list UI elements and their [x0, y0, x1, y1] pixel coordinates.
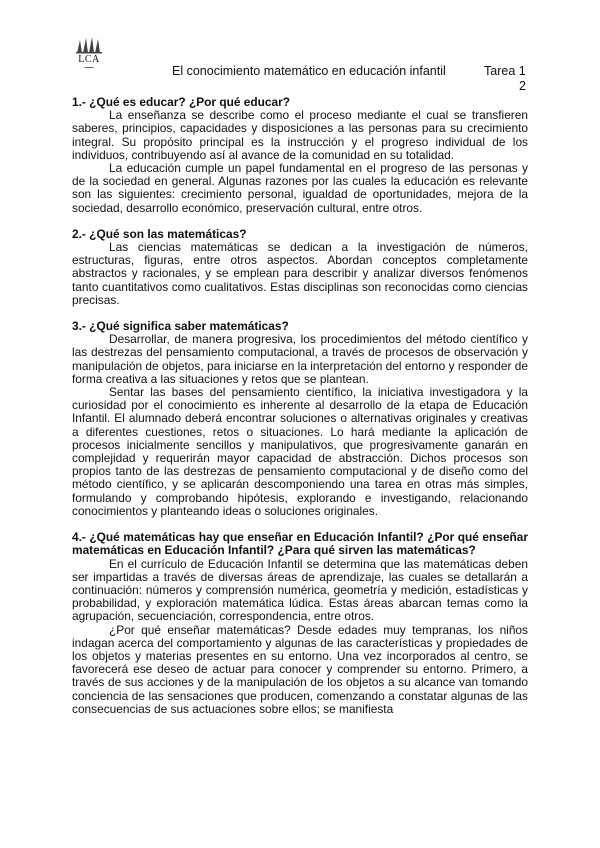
page-number: 2: [519, 79, 526, 93]
logo-subtext: ▬▬▬: [84, 65, 94, 69]
header-task: Tarea 1: [484, 64, 526, 78]
paragraph: Las ciencias matemáticas se dedican a la investigación de números, estructuras, figuras, entre otros aspectos. Abordan conceptos completamente abstractos y racionales, y se emplean para describir y analizar diversos fenómenos tanto cuantitativos como cualitativos. Estas disciplinas son reconocidas como ciencias precisas.: [72, 240, 528, 307]
paragraph: Sentar las bases del pensamiento científico, la iniciativa investigadora y la curiosidad por el conocimiento es inherente al desarrollo de la etapa de Educación Infantil. El alumnado deberá encontrar soluciones o alternativas originales y creativas a diferentes cuestiones, retos o situaciones. Lo hará mediante la aplicación de procesos inicialmente sencillos y manipulativos, que progresivamente ganarán en complejidad y requerirán mayor capacidad de abstracción. Dichos procesos son propios tanto de las destrezas de pensamiento computacional y de diseño como del método científico, y se aplicarán descomponiendo una tarea en otras más simples, formulando y comprobando hipótesis, explorando e investigando, relacionando conocimientos y planteando ideas o soluciones originales.: [72, 385, 528, 518]
paragraph: En el currículo de Educación Infantil se determina que las matemáticas deben ser impartidas a través de diversas áreas de aprendizaje, las cuales se detallarán a continuación: números y comprensión numérica, geometría y medición, estadísticas y probabilidad, y exploración matemática lúdica. Estas áreas abarcan temas como la agrupación, secuenciación, correspondencia, entre otros.: [72, 556, 528, 624]
paragraph: La enseñanza se describe como el proceso mediante el cual se transfieren saberes, principios, capacidades y disposiciones a las personas para su crecimiento integral. Su propósito principal es la instrucción y el progreso individual de los individuos, contribuyendo así al avance de la comunidad en su totalidad.: [72, 108, 528, 162]
paragraph: La educación cumple un papel fundamental en el progreso de las personas y de la sociedad en general. Algunas razones por las cuales la educación es relevante son las siguientes: crecimiento personal, igualdad de oportunidades, mejora de la sociedad, desarrollo económico, preservación cultural, entre otros.: [72, 161, 528, 215]
section-heading: 2.- ¿Qué son las matemáticas?: [72, 226, 247, 241]
paragraph: Desarrollar, de manera progresiva, los procedimientos del método científico y las destrezas del pensamiento computacional, a través de procesos de observación y manipulación de objetos, para iniciarse en la interpretación del entorno y responder de forma creativa a las situaciones y retos que se plantean.: [72, 332, 528, 386]
institution-logo: [74, 36, 104, 69]
section-heading: 1.- ¿Qué es educar? ¿Por qué educar?: [72, 95, 291, 109]
document-body: [72, 96, 528, 716]
section-heading: 3.- ¿Qué significa saber matemáticas?: [72, 319, 289, 334]
header-title: El conocimiento matemático en educación infantil: [172, 64, 446, 78]
section-heading: 4.- ¿Qué matemáticas hay que enseñar en Educación Infantil? ¿Por qué enseñar matemáticas en Educación Infantil? ¿Para qué sirven las matemáticas?: [72, 530, 528, 558]
paragraph: ¿Por qué enseñar matemáticas? Desde edades muy tempranas, los niños indagan acerca del comportamiento y algunas de las características y propiedades de los objetos y materias presentes en su entorno. Una vez incorporados al centro, se favorecerá ese deseo de actuar para conocer y comprender su entorno. Primero, a través de sus acciones y de la manipulación de los objetos a su alcance van tomando conciencia de las sensaciones que producen, comenzando a constatar algunas de las consecuencias de sus actuaciones sobre ellos; se manifiesta: [72, 622, 528, 716]
logo-text: LCA: [78, 54, 100, 65]
logo-emblem-icon: [74, 36, 104, 54]
